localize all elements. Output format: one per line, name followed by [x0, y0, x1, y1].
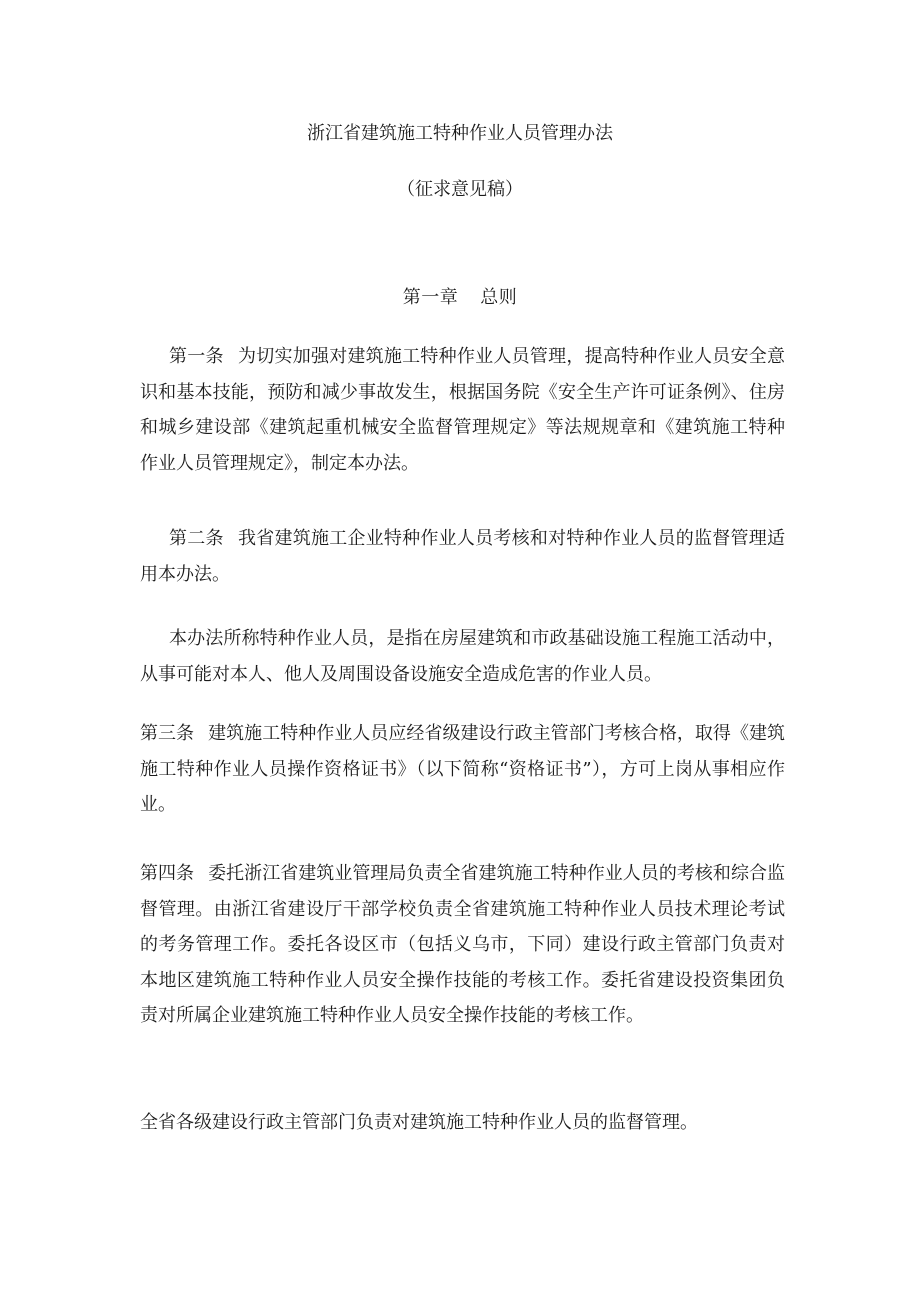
article-label: 第四条: [140, 863, 195, 884]
article-text: 委托浙江省建筑业管理局负责全省建筑施工特种作业人员的考核和综合监督管理。由浙江省建设厅干部学校负责全省建筑施工特种作业人员技术理论考试的考务管理工作。委托各设区市（包括义乌市，下同）建设行政主管部门负责对本地区建筑施工特种作业人员安全操作技能的考核工作。委托省建设投资集团负责对所属企业建筑施工特种作业人员安全操作技能的考核工作。: [140, 863, 786, 1026]
paragraph-text: 全省各级建设行政主管部门负责对建筑施工特种作业人员的监督管理。: [140, 1112, 698, 1133]
chapter-name: 总则: [480, 287, 518, 308]
chapter-heading: [0, 286, 920, 310]
article-label: 第三条: [140, 723, 195, 744]
article-2-paragraph: [140, 621, 785, 692]
article-text: 建筑施工特种作业人员应经省级建设行政主管部门考核合格，取得《建筑施工特种作业人员操作资格证书》（以下简称“资格证书”），方可上岗从事相应作业。: [140, 723, 786, 815]
article-4-paragraph: [140, 1105, 785, 1141]
article-3: [140, 716, 785, 823]
article-1: [140, 339, 785, 481]
paragraph-text: 本办法所称特种作业人员，是指在房屋建筑和市政基础设施工程施工活动中，从事可能对本人、他人及周围设备设施安全造成危害的作业人员。: [140, 628, 785, 685]
article-text: 我省建筑施工企业特种作业人员考核和对特种作业人员的监督管理适用本办法。: [140, 528, 786, 585]
chapter-number: 第一章: [402, 287, 459, 308]
article-2: [140, 521, 785, 592]
document-title: 浙江省建筑施工特种作业人员管理办法: [307, 123, 613, 144]
article-text: 为切实加强对建筑施工特种作业人员管理，提高特种作业人员安全意识和基本技能，预防和减少事故发生，根据国务院《安全生产许可证条例》、住房和城乡建设部《建筑起重机械安全监督管理规定》等法规规章和《建筑施工特种作业人员管理规定》，制定本办法。: [140, 346, 786, 474]
article-label: 第二条: [169, 528, 224, 549]
article-label: 第一条: [169, 346, 224, 367]
article-4: [140, 856, 785, 1034]
document-subtitle: （征求意见稿）: [397, 179, 523, 200]
